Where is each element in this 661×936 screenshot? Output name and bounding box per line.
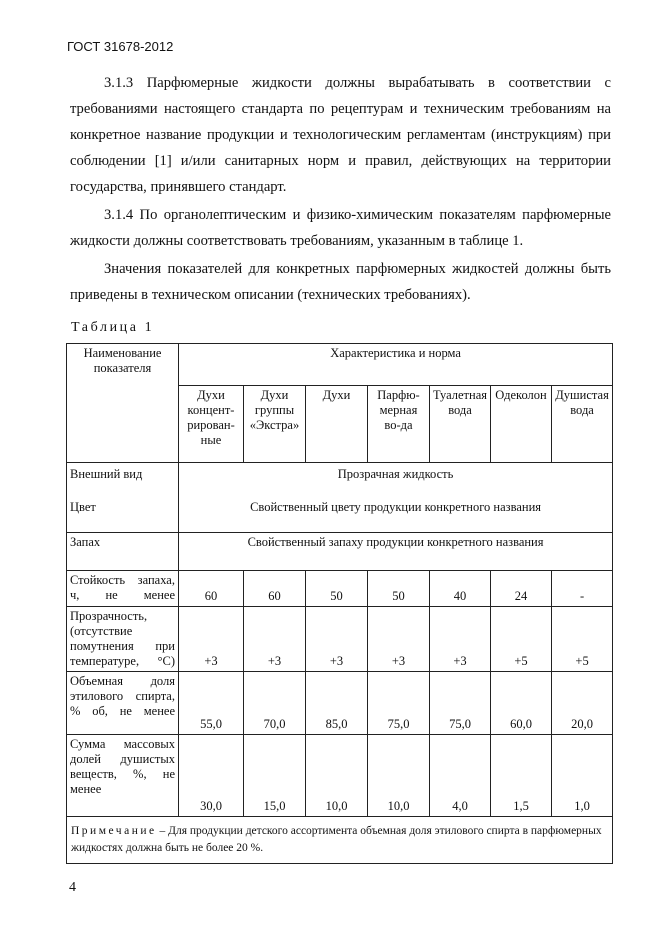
- table-cell: 50: [306, 571, 368, 607]
- row-label: Объемная доля этилового спирта, % об, не менее: [67, 672, 179, 735]
- table-cell: 75,0: [430, 672, 491, 735]
- page-number: 4: [69, 880, 76, 895]
- table-row: [67, 533, 613, 571]
- table-cell: 10,0: [368, 735, 430, 817]
- table-cell: 60: [244, 571, 306, 607]
- row-label: Прозрачность, (отсутствие помутнения при температуре, °С): [67, 607, 179, 672]
- table-row: [67, 735, 613, 817]
- row-label: [67, 463, 179, 533]
- table-row: [67, 571, 613, 607]
- table-cell: +3: [430, 607, 491, 672]
- paragraph-3-1-4: 3.1.4 По органолептическим и физико-химическим показателям парфюмерные жидкости должны соответствовать требованиям, указанным в таблице 1.: [70, 207, 611, 249]
- appearance-label: Внешний вид: [70, 467, 143, 481]
- column-header: Духи: [306, 386, 368, 463]
- table-cell: 15,0: [244, 735, 306, 817]
- table-cell: 55,0: [179, 672, 244, 735]
- table-cell: 40: [430, 571, 491, 607]
- paragraph-values: Значения показателей для конкретных парфюмерных жидкостей должны быть приведены в техническом описании (технических требованиях).: [70, 261, 611, 303]
- table-cell: 60: [179, 571, 244, 607]
- table-row: [67, 672, 613, 735]
- table-cell: +3: [306, 607, 368, 672]
- table-cell: 30,0: [179, 735, 244, 817]
- table-row: [67, 463, 613, 533]
- column-header: Духи группы «Экстра»: [244, 386, 306, 463]
- table-cell: +3: [368, 607, 430, 672]
- table-cell: 1,5: [491, 735, 552, 817]
- smell-value: Свойственный запаху продукции конкретного названия: [179, 533, 613, 571]
- column-header: Парфю-мерная во-да: [368, 386, 430, 463]
- column-header: Душистая вода: [552, 386, 613, 463]
- column-header: Духи концент-рирован-ные: [179, 386, 244, 463]
- smell-label: Запах: [67, 533, 179, 571]
- row-label: Сумма массовых долей душистых веществ, %, не менее: [67, 735, 179, 817]
- table-note: [67, 817, 613, 864]
- note-text: – Для продукции детского ассортимента объемная доля этилового спирта в парфюмерных жидкостях должна быть не более 20 %.: [71, 825, 602, 854]
- document-header: ГОСТ 31678-2012: [67, 39, 174, 54]
- table-note-row: [67, 817, 613, 864]
- row-value: [179, 463, 613, 533]
- table-cell: 70,0: [244, 672, 306, 735]
- paragraph-3-1-3: 3.1.3 Парфюмерные жидкости должны вырабатывать в соответствии с требованиями настоящего стандарта по рецептурам и техническим требованиям на конкретное название продукции и технологическим регламентам (инструкциям) при соблюдении [1] и/или санитарных норм и правил, действующих на территории государства, принявшего стандарт.: [70, 75, 611, 195]
- color-label: Цвет: [70, 500, 96, 514]
- table-cell: 50: [368, 571, 430, 607]
- table-cell: 75,0: [368, 672, 430, 735]
- table-cell: +5: [552, 607, 613, 672]
- table-cell: +5: [491, 607, 552, 672]
- color-value: Свойственный цвету продукции конкретного названия: [250, 500, 542, 514]
- table-cell: 24: [491, 571, 552, 607]
- header-indicator-name: Наименование показателя: [67, 344, 179, 463]
- table-cell: 1,0: [552, 735, 613, 817]
- appearance-value: Прозрачная жидкость: [337, 467, 454, 481]
- header-characteristic: Характеристика и норма: [179, 344, 613, 386]
- table-cell: 4,0: [430, 735, 491, 817]
- specification-table: [66, 343, 613, 864]
- table-cell: 85,0: [306, 672, 368, 735]
- table-header-row: [67, 344, 613, 386]
- table-cell: -: [552, 571, 613, 607]
- table-caption: Таблица 1: [71, 320, 155, 335]
- column-header: Туалетная вода: [430, 386, 491, 463]
- table-cell: 60,0: [491, 672, 552, 735]
- note-prefix: Примечание: [71, 825, 157, 837]
- table-row: [67, 607, 613, 672]
- column-header: Одеколон: [491, 386, 552, 463]
- table-cell: 20,0: [552, 672, 613, 735]
- table-cell: 10,0: [306, 735, 368, 817]
- row-label: Стойкость запаха, ч, не менее: [67, 571, 179, 607]
- table-cell: +3: [244, 607, 306, 672]
- table-cell: +3: [179, 607, 244, 672]
